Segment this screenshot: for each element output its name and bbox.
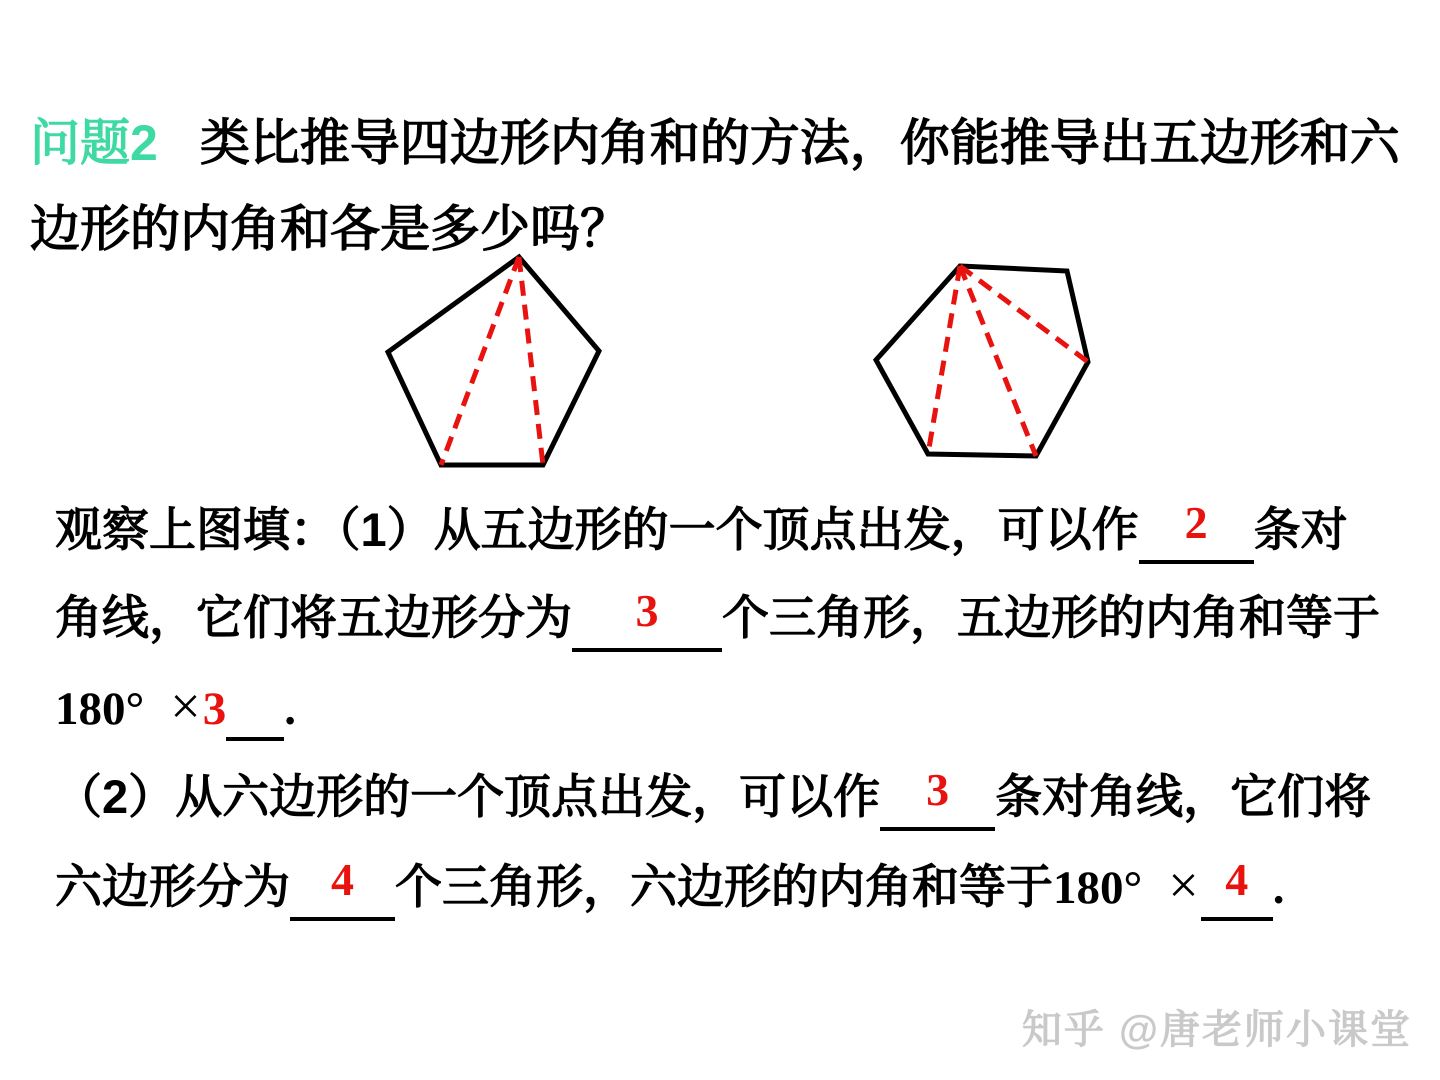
line1-post: 条对: [1253, 503, 1348, 556]
hexagon-diagonal-1: [928, 266, 960, 454]
answer-2: 3: [635, 585, 659, 636]
line2-pre: 角线，它们将五边形分为: [55, 591, 572, 644]
pentagon-diagonal-1: [441, 257, 519, 465]
title-line-2: [30, 186, 1420, 272]
problem-title: [30, 100, 1420, 272]
answer-1: 2: [1184, 497, 1208, 548]
answer-blank-4: [880, 764, 995, 831]
answer-blank-2: [572, 585, 722, 652]
answer-6: 4: [1225, 854, 1249, 905]
answer-3: 3: [202, 683, 227, 735]
answer-blank-5: [290, 854, 395, 921]
period-2: .: [1272, 862, 1285, 914]
title-text-1: 类比推导四边形内角和的方法，你能推导出五边形和六: [199, 115, 1400, 171]
multiply-sign-2: ×: [1168, 855, 1199, 915]
answer-blank-3: [226, 684, 284, 741]
line4-post: 条对角线，它们将: [995, 770, 1372, 823]
hexagon-diagonal-2: [960, 266, 1036, 456]
answer-5: 4: [331, 854, 354, 905]
watermark: 知乎 @唐老师小课堂: [1021, 1008, 1412, 1052]
degree-value-1: 180°: [55, 683, 145, 735]
pentagon-figure: [388, 257, 599, 465]
fill-in-text: [55, 486, 1430, 932]
multiply-sign-1: ×: [170, 676, 201, 736]
line2-post: 个三角形，五边形的内角和等于: [722, 591, 1380, 644]
problem-badge: 问题2: [30, 115, 158, 171]
pentagon-diagonal-2: [519, 257, 543, 465]
answer-blank-1: [1139, 497, 1254, 564]
line1-pre: 观察上图填：（1）从五边形的一个顶点出发，可以作: [55, 503, 1139, 556]
body-line-2: [55, 574, 1430, 662]
hexagon-figure: [876, 266, 1088, 456]
answer-blank-6: [1201, 854, 1273, 921]
pentagon-shape: [388, 257, 599, 465]
body-line-3: [55, 662, 1430, 753]
body-line-1: [55, 486, 1430, 574]
hexagon-diagonal-3: [960, 266, 1088, 362]
title-text-2: 边形的内角和各是多少吗？: [30, 201, 630, 257]
title-line-1: [30, 100, 1420, 186]
line4-pre: （2）从六边形的一个顶点出发，可以作: [55, 770, 881, 823]
body-line-4: [55, 753, 1430, 841]
body-line-5: [55, 841, 1430, 932]
degree-value-2: 180°: [1053, 862, 1143, 914]
answer-4: 3: [926, 764, 950, 815]
line5-mid: 个三角形，六边形的内角和等于: [395, 860, 1053, 913]
hexagon-shape: [876, 266, 1088, 456]
period-1: .: [284, 683, 297, 735]
line5-pre: 六边形分为: [55, 860, 290, 913]
